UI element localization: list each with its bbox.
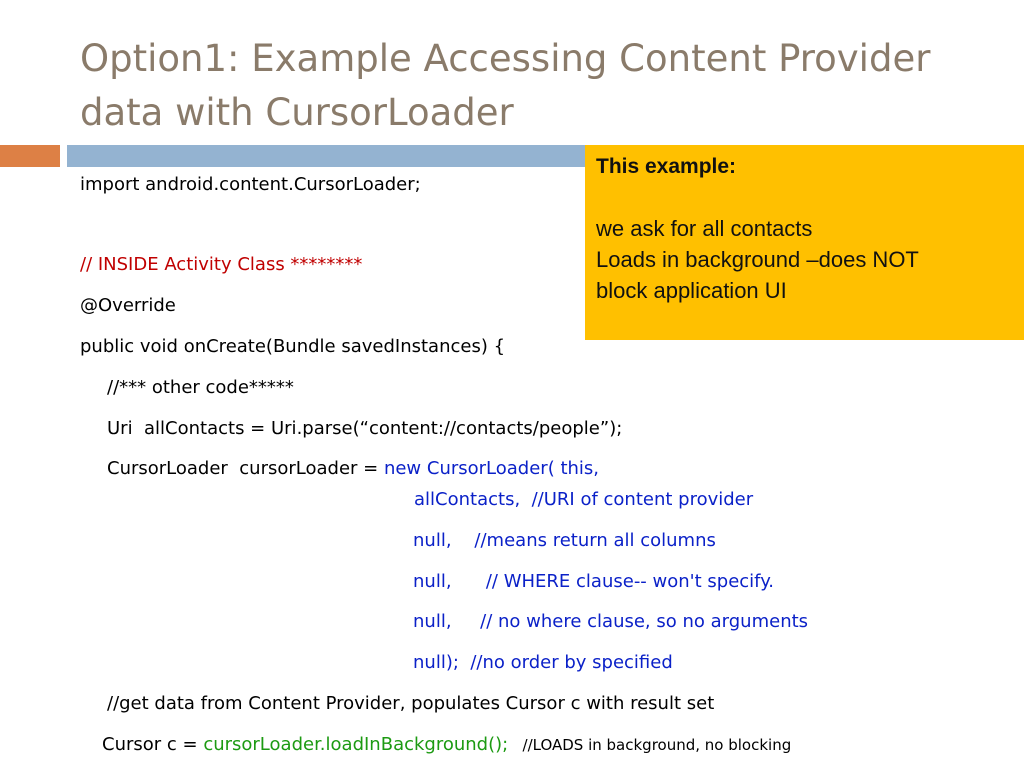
code-other-code-comment: //*** other code***** xyxy=(107,377,294,398)
slide-title-line-2: data with CursorLoader xyxy=(80,91,514,134)
code-comment-inside-activity: // INSIDE Activity Class ******** xyxy=(80,254,363,275)
callout-line-2: Loads in background –does NOT xyxy=(596,247,919,272)
code-cursorloader-decl: CursorLoader cursorLoader = xyxy=(107,458,384,479)
code-cursor-call: cursorLoader.loadInBackground(); xyxy=(203,734,509,755)
slide-title xyxy=(80,32,980,140)
code-arg-null-selection: null, // WHERE clause-- won't specify. xyxy=(413,571,775,592)
code-cursor-line xyxy=(102,733,791,757)
code-uri-line: Uri allContacts = Uri.parse(“content://contacts/people”); xyxy=(107,418,623,439)
code-cursorloader-line xyxy=(107,457,599,481)
code-get-data-comment: //get data from Content Provider, populates Cursor c with result set xyxy=(107,693,715,714)
code-oncreate-line: public void onCreate(Bundle savedInstances) { xyxy=(80,336,506,357)
code-cursor-decl: Cursor c = xyxy=(102,734,204,755)
example-callout-box xyxy=(585,145,1024,340)
code-arg-allcontacts: allContacts, //URI of content provider xyxy=(414,489,754,510)
code-arg-null-sort-order: null); //no order by specified xyxy=(413,652,673,673)
slide-title-line-1: Option1: Example Accessing Content Provider xyxy=(80,37,931,80)
code-import-line: import android.content.CursorLoader; xyxy=(80,174,421,195)
callout-line-1: we ask for all contacts xyxy=(596,216,813,241)
code-override-line: @Override xyxy=(80,295,176,316)
code-cursorloader-new: new CursorLoader( this, xyxy=(383,458,600,479)
accent-bar-orange xyxy=(0,145,60,167)
callout-heading: This example: xyxy=(596,155,737,178)
code-cursor-comment: //LOADS in background, no blocking xyxy=(508,736,792,754)
code-arg-null-selection-args: null, // no where clause, so no arguments xyxy=(413,611,809,632)
callout-line-3: block application UI xyxy=(596,278,787,303)
code-arg-null-projection: null, //means return all columns xyxy=(413,530,716,551)
